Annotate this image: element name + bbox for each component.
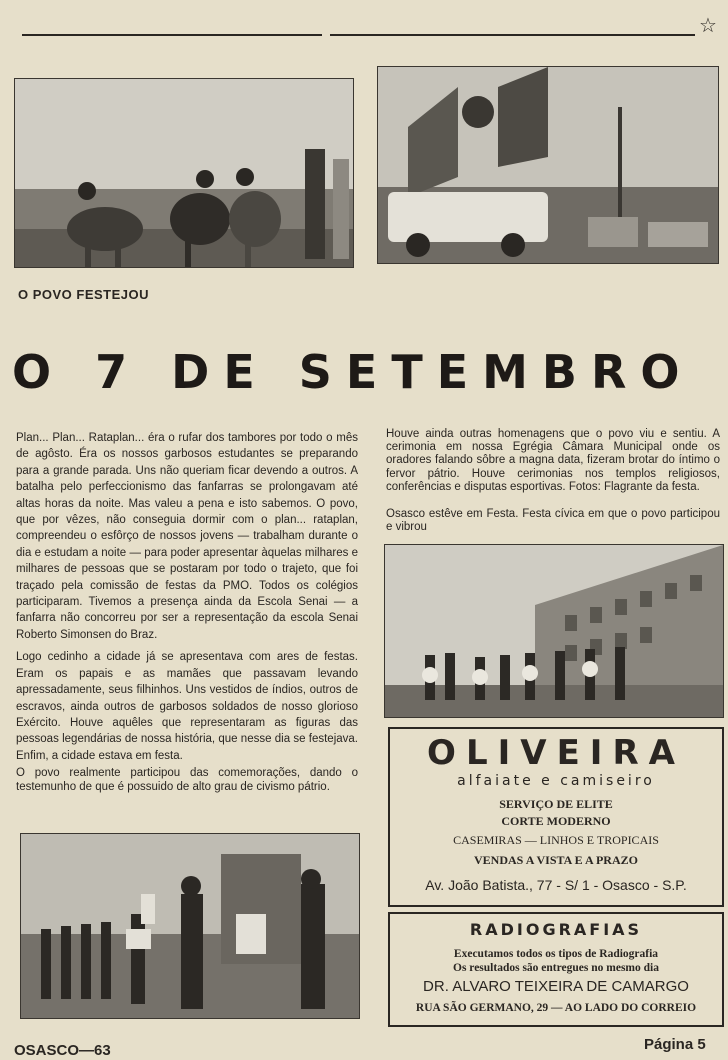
photo-horsemen: [14, 78, 354, 268]
article-paragraph-4: Houve ainda outras homenagens que o povo viu e sentiu. A cerimonia em nossa Egrégia Câmara Municipal onde os oradores falando sôbre a magna data, fizeram brotar do íntimo o fervor pátrio. Houve cerimonias nos templos religiosos, conferências e disputas esportivas. Fotos: Flagrante da festa.: [386, 428, 720, 493]
top-rule-right: [330, 34, 695, 36]
page-headline: O 7 DE SETEMBRO: [12, 345, 694, 399]
ad-oliveira-name: OLIVEIRA: [427, 733, 685, 773]
ad-oliveira-line1: SERVIÇO DE ELITE: [499, 797, 613, 811]
article-paragraph-5: Osasco estêve em Festa. Festa cívica em que o povo participou e vibrou: [386, 508, 720, 534]
ad-oliveira-tagline: alfaiate e camiseiro: [457, 773, 655, 789]
photo-car-parade: [377, 66, 719, 264]
ad-oliveira-line2: CORTE MODERNO: [501, 814, 611, 828]
footer-page-number: Página 5: [644, 1036, 706, 1053]
article-left-column: [16, 430, 358, 794]
article-kicker: O POVO FESTEJOU: [18, 287, 150, 302]
photo-marching-band: [20, 833, 360, 1019]
ad-oliveira-address: Av. João Batista., 77 - S/ 1 - Osasco - S.P.: [425, 877, 687, 893]
ad-radiografias: [388, 912, 724, 1027]
photo-band-building: [384, 544, 724, 718]
ad-radio-address: RUA SÃO GERMANO, 29 — AO LADO DO CORREIO: [415, 1002, 697, 1014]
star-icon: ☆: [699, 15, 717, 37]
ad-radio-title: RADIOGRAFIAS: [469, 920, 643, 939]
ad-radio-doctor: DR. ALVARO TEIXEIRA DE CAMARGO: [423, 978, 689, 995]
ad-radio-line2: Os resultados são entregues no mesmo dia: [453, 962, 659, 974]
top-rule-left: [22, 34, 322, 36]
article-paragraph-3: O povo realmente participou das comemorações, dando o testemunho de que é possuido de alto grau de civismo pátrio.: [16, 767, 358, 794]
ad-oliveira-line4: VENDAS A VISTA E A PRAZO: [474, 853, 638, 867]
ad-oliveira-line3: CASEMIRAS — LINHOS E TROPICAIS: [453, 833, 659, 847]
ad-radio-line1: Executamos todos os tipos de Radiografia: [453, 948, 659, 960]
ad-oliveira: [388, 727, 724, 907]
article-right-column: [386, 428, 720, 534]
article-paragraph-2: Logo cedinho a cidade já se apresentava com ares de festas. Eram os papais e as mamães que passavam levando apressadamente, seus filhinhos. Uns vestidos de índios, outros de escravos, ainda outros de garbosos soldados de nosso glorioso Exército. Houve aquêles que representaram as figuras das pessoas legendárias de nossa história, que nesse dia se festejava. Enfim, a cidade estava em festa.: [16, 651, 358, 762]
footer-left: OSASCO—63: [14, 1042, 111, 1059]
article-paragraph-1: Plan... Plan... Rataplan... éra o rufar dos tambores por todo o mês de agôsto. Éra os nossos garbosos estudantes se preparando para a grande parada. Uns não queriam ficar devendo a outros. A batalha pelo perfeccionismo das fanfarras se prolongavam até altas horas da noite. Mas valeu a pena e isto sabemos. O povo, que por vêzes, não conseguia dormir com o plan... rataplan, compreendeu o esfôrço de nossos jovens — trabalham durante o dia e estudam a noite — para poder apresentar àquelas milhares e milhares de pessoas que se postaram por todo o trajeto, que foi traçado pela comissão de festas da PMO. Todos os colégios participaram. Tivemos a presença ainda da Escola Senai — a fanfarra não concorreu por ser a representação da escola Senai Roberto Simonsen do Braz.: [16, 432, 358, 641]
